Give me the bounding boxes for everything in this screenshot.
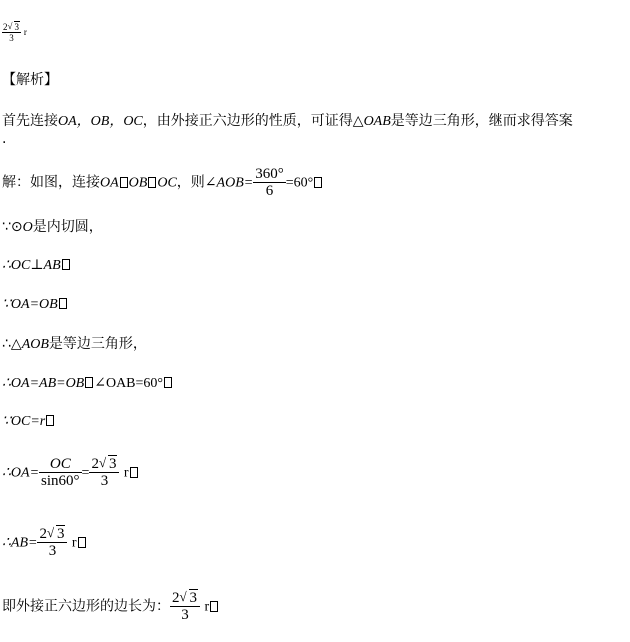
analysis-text: ，由外接正六边形的性质，可证得	[142, 113, 353, 129]
solution-text: 是等边三角形，	[48, 336, 147, 352]
equals-sign: =	[81, 465, 90, 481]
fraction-denominator: sin60°	[41, 473, 80, 489]
angle-denominator: 6	[265, 183, 274, 199]
angle-aob: ∠AOB=	[204, 175, 254, 191]
answer-fraction	[2, 22, 21, 43]
result-coef: 2	[172, 590, 180, 606]
ab-equals: ∴AB=	[2, 535, 38, 551]
solution-line-7	[2, 412, 55, 432]
result-variable: r	[71, 535, 77, 551]
solution-text: 是内切圆，	[32, 219, 103, 235]
result-root: 3	[56, 526, 65, 542]
result-denominator: 3	[48, 543, 57, 559]
solution-text: ，则	[176, 174, 205, 191]
sqrt-symbol: √ 3	[46, 525, 65, 542]
oc-over-sin-fraction	[39, 456, 82, 489]
result-root: 3	[108, 456, 117, 472]
missing-glyph-box	[210, 601, 218, 612]
circle-name: O	[22, 220, 33, 235]
missing-glyph-box	[62, 259, 70, 270]
result-denominator: 3	[181, 607, 189, 623]
triangle-symbol: △	[352, 113, 364, 129]
result-fraction	[89, 456, 119, 489]
solution-line-4	[2, 295, 68, 315]
segment-oc: OC	[157, 175, 177, 191]
solution-line-9	[2, 526, 87, 559]
solution-text: 解：如图，连接	[2, 174, 100, 191]
answer-coef: 2	[3, 22, 8, 32]
result-coef: 2	[39, 526, 47, 542]
oc-equals-r: ∵OC=r	[2, 414, 46, 429]
triangle-name: OAB	[363, 114, 391, 129]
perpendicular-statement: ∴OC⊥AB	[2, 258, 61, 273]
sqrt-symbol: √ 3	[179, 589, 197, 606]
missing-glyph-box	[120, 177, 128, 188]
analysis-line-1	[2, 111, 573, 132]
angle-fraction	[253, 166, 286, 199]
result-fraction	[37, 526, 67, 559]
analysis-heading: 【解析】	[2, 72, 58, 88]
conclusion-text: 即外接正六边形的边长为：	[2, 598, 170, 615]
solution-line-10	[2, 590, 219, 623]
solution-line-6	[2, 373, 173, 394]
missing-glyph-box	[85, 377, 93, 388]
analysis-segments: OA，OB，OC	[58, 114, 143, 129]
segment-oa: OA	[100, 175, 119, 191]
solution-line-2	[2, 217, 103, 238]
result-denominator: 3	[100, 473, 109, 489]
missing-glyph-box	[164, 377, 172, 388]
because-circle: ∵⊙	[2, 219, 23, 235]
solution-line-5	[2, 334, 147, 355]
sqrt-symbol: √ 3	[98, 455, 117, 472]
analysis-text: 是等边三角形，继而求得答案	[390, 113, 573, 129]
triangle-name: AOB	[21, 337, 49, 352]
angle-numerator: 360°	[255, 166, 284, 182]
answer-denominator: 3	[9, 33, 14, 43]
missing-glyph-box	[314, 177, 322, 188]
missing-glyph-box	[59, 298, 67, 309]
fraction-numerator: OC	[39, 456, 82, 473]
solution-line-1	[2, 166, 323, 199]
sqrt-symbol: √ 3	[7, 21, 19, 32]
missing-glyph-box	[130, 467, 138, 478]
result-fraction	[170, 590, 200, 623]
segment-ob: OB	[128, 175, 148, 191]
result-root: 3	[189, 590, 197, 606]
answer-root: 3	[14, 22, 19, 32]
analysis-line-2: .	[2, 131, 7, 147]
missing-glyph-box	[46, 415, 54, 426]
oa-equals: ∴OA=	[2, 465, 40, 481]
missing-glyph-box	[78, 537, 86, 548]
equal-radii-statement: ∵OA=OB	[2, 297, 58, 312]
analysis-text: 首先连接	[2, 113, 58, 129]
result-variable: r	[204, 599, 210, 615]
equal-sides-statement: ∴OA=AB=OB	[2, 376, 85, 391]
result-coef: 2	[91, 456, 99, 472]
therefore-triangle: ∴△	[2, 336, 22, 352]
answer-expression	[2, 22, 27, 43]
result-variable: r	[123, 465, 129, 481]
solution-line-3	[2, 256, 71, 276]
solution-line-8	[2, 456, 139, 489]
angle-oab: ∠OAB=60°	[94, 376, 164, 391]
angle-value: =60°	[285, 175, 314, 191]
answer-variable: r	[23, 27, 27, 37]
missing-glyph-box	[148, 177, 156, 188]
